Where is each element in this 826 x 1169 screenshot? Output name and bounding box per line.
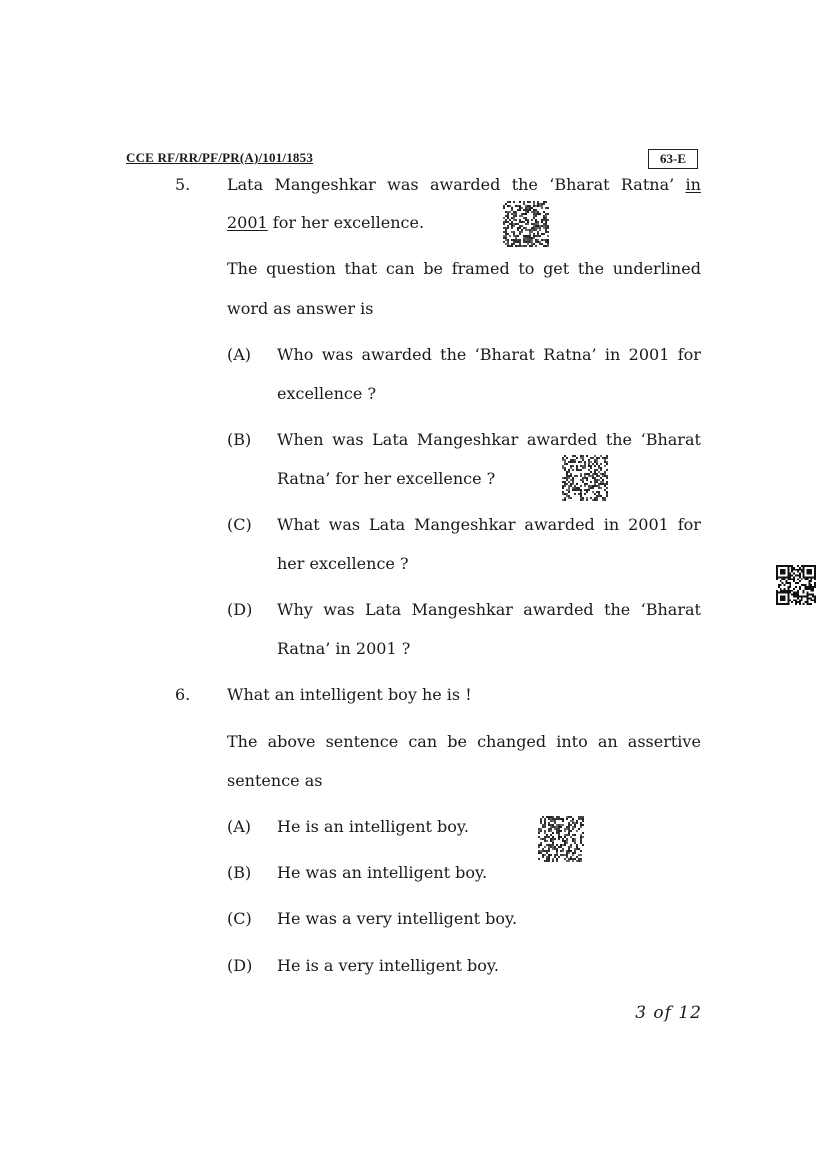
q6-option-c-text: He was a very intelligent boy. bbox=[277, 909, 518, 928]
word: awarded bbox=[524, 515, 595, 534]
q5-option-c-line2: her excellence ? bbox=[277, 554, 409, 573]
word: to bbox=[518, 259, 535, 278]
question-5-prompt-line1 bbox=[227, 259, 701, 279]
stem-rest: for her excellence. bbox=[267, 213, 425, 232]
word: the bbox=[604, 600, 631, 619]
word: get bbox=[543, 259, 570, 278]
word: awarded bbox=[523, 600, 594, 619]
q5-option-d-label: (D) bbox=[227, 600, 253, 619]
page-number: 3 of 12 bbox=[635, 1003, 702, 1023]
q5-option-b-line1 bbox=[277, 430, 701, 450]
underlined-year: 2001 bbox=[227, 213, 268, 232]
word: ‘Bharat bbox=[640, 430, 701, 449]
question-5-stem-line2 bbox=[227, 213, 424, 233]
q6-option-a-text: He is an intelligent boy. bbox=[277, 817, 469, 836]
question-5-prompt-line2: word as answer is bbox=[227, 299, 374, 318]
question-6-prompt-line2: sentence as bbox=[227, 771, 323, 790]
word: underlined bbox=[612, 259, 701, 278]
underlined-word: in bbox=[685, 175, 701, 194]
q5-option-c-line1 bbox=[277, 515, 701, 535]
word: awarded bbox=[429, 175, 501, 194]
word: for bbox=[677, 345, 701, 364]
word: awarded bbox=[361, 345, 432, 364]
paper-code-box: 63-E bbox=[648, 149, 698, 169]
word: in bbox=[604, 345, 621, 364]
q5-option-b-line2: Ratna’ for her excellence ? bbox=[277, 469, 496, 488]
word: was bbox=[328, 515, 361, 534]
word: Who bbox=[277, 345, 314, 364]
word: question bbox=[266, 259, 336, 278]
word: ‘Bharat bbox=[549, 175, 610, 194]
q6-option-b-text: He was an intelligent boy. bbox=[277, 863, 488, 882]
word: Mangeshkar bbox=[416, 430, 519, 449]
q5-option-d-line2: Ratna’ in 2001 ? bbox=[277, 639, 411, 658]
q5-option-c-label: (C) bbox=[227, 515, 252, 534]
word: What bbox=[277, 515, 320, 534]
word: changed bbox=[477, 732, 547, 751]
word: 2001 bbox=[628, 345, 670, 364]
word: can bbox=[408, 732, 438, 751]
question-6-prompt-line1 bbox=[227, 732, 701, 752]
word: was bbox=[323, 600, 355, 619]
word: the bbox=[511, 175, 538, 194]
word: The bbox=[227, 732, 258, 751]
word: the bbox=[440, 345, 467, 364]
paper-header-code: CCE RF/RR/PF/PR(A)/101/1853 bbox=[126, 150, 314, 165]
word: be bbox=[447, 732, 467, 751]
word: Mangeshkar bbox=[274, 175, 376, 194]
word: Mangeshkar bbox=[414, 515, 516, 534]
word: was bbox=[332, 430, 364, 449]
word: was bbox=[387, 175, 419, 194]
word: sentence bbox=[325, 732, 399, 751]
q6-option-b-label: (B) bbox=[227, 863, 252, 882]
question-5-number: 5. bbox=[175, 175, 191, 194]
q6-option-d-label: (D) bbox=[227, 956, 253, 975]
word: above bbox=[267, 732, 316, 751]
q5-option-d-line1 bbox=[277, 600, 701, 620]
q6-option-c-label: (C) bbox=[227, 909, 252, 928]
qr-code-icon bbox=[776, 565, 816, 605]
word: for bbox=[677, 515, 701, 534]
qr-code-icon bbox=[503, 201, 549, 247]
word: Lata bbox=[369, 515, 406, 534]
word: Lata bbox=[227, 175, 264, 194]
word: 2001 bbox=[628, 515, 669, 534]
qr-code-icon bbox=[562, 455, 608, 501]
word: in bbox=[603, 515, 620, 534]
question-6-number: 6. bbox=[175, 685, 191, 704]
word: Lata bbox=[372, 430, 409, 449]
word: assertive bbox=[627, 732, 701, 751]
question-5-stem-line1 bbox=[227, 175, 701, 195]
word: the bbox=[605, 430, 633, 449]
q6-option-a-label: (A) bbox=[227, 817, 252, 836]
q6-option-d-text: He is a very intelligent boy. bbox=[277, 956, 499, 975]
word: into bbox=[556, 732, 588, 751]
q5-option-a-label: (A) bbox=[227, 345, 252, 364]
word: awarded bbox=[526, 430, 598, 449]
word: When bbox=[277, 430, 324, 449]
q5-option-a-line1 bbox=[277, 345, 701, 365]
qr-code-icon bbox=[538, 816, 584, 862]
word: ‘Bharat bbox=[640, 600, 701, 619]
word: was bbox=[321, 345, 354, 364]
question-6-stem: What an intelligent boy he is ! bbox=[227, 685, 472, 704]
word: Mangeshkar bbox=[411, 600, 513, 619]
word: Why bbox=[277, 600, 313, 619]
word: that bbox=[344, 259, 378, 278]
q5-option-b-label: (B) bbox=[227, 430, 252, 449]
word: The bbox=[227, 259, 258, 278]
word: framed bbox=[451, 259, 510, 278]
word: be bbox=[423, 259, 444, 278]
q5-option-a-line2: excellence ? bbox=[277, 384, 377, 403]
word: the bbox=[577, 259, 605, 278]
word: ‘Bharat bbox=[474, 345, 535, 364]
word: Lata bbox=[365, 600, 402, 619]
word: Ratna’ bbox=[543, 345, 597, 364]
word: an bbox=[597, 732, 618, 751]
word: can bbox=[385, 259, 415, 278]
word: Ratna’ bbox=[620, 175, 675, 194]
